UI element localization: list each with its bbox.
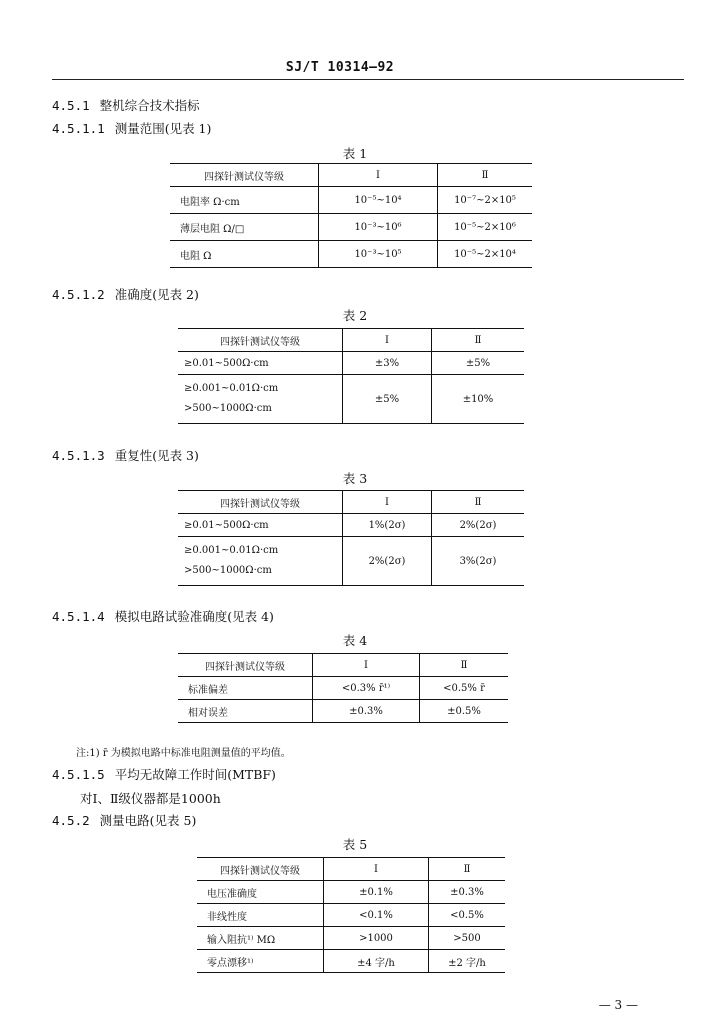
table-row xyxy=(170,187,532,214)
header-cell: Ⅱ xyxy=(432,491,525,514)
section-number: 4.5.2 xyxy=(52,813,90,828)
section-4-5-1-2 xyxy=(52,285,199,303)
table-row xyxy=(178,677,508,700)
header-cell: Ⅰ xyxy=(343,329,432,352)
table-header-row xyxy=(170,164,532,187)
cell-value: 2%(2σ) xyxy=(432,514,525,537)
table-row xyxy=(197,927,505,950)
header-cell: Ⅱ xyxy=(429,858,506,881)
cell-value: 10⁻⁵~10⁴ xyxy=(319,187,438,214)
section-4-5-1-5 xyxy=(52,765,276,783)
header-cell: 四探针测试仪等级 xyxy=(197,858,324,881)
section-number: 4.5.1.2 xyxy=(52,287,105,302)
table-header-row xyxy=(178,654,508,677)
table-1 xyxy=(170,163,532,268)
table-2-caption: 表 2 xyxy=(342,308,368,323)
row-label: 零点漂移¹⁾ xyxy=(197,950,324,973)
table-5-caption: 表 5 xyxy=(342,837,368,852)
header-cell: Ⅱ xyxy=(438,164,533,187)
section-title: 平均无故障工作时间(MTBF) xyxy=(114,767,276,782)
cell-value: <0.5% r̄ xyxy=(420,677,509,700)
cell-value: >1000 xyxy=(324,927,429,950)
row-label-text: ≥0.01~500Ω·cm xyxy=(184,357,269,369)
section-title: 模拟电路试验准确度(见表 4) xyxy=(114,609,274,624)
table-3 xyxy=(178,490,524,586)
cell-value: 2%(2σ) xyxy=(343,537,432,586)
table-2 xyxy=(178,328,524,424)
row-label: 电阻率 Ω·cm xyxy=(170,187,319,214)
table-row xyxy=(178,375,524,424)
row-label-text: ≥0.01~500Ω·cm xyxy=(184,519,269,531)
section-number: 4.5.1.4 xyxy=(52,609,105,624)
table-5 xyxy=(197,857,505,973)
table-3-caption: 表 3 xyxy=(342,471,368,486)
row-label: 非线性度 xyxy=(197,904,324,927)
row-label: 相对误差 xyxy=(178,700,313,723)
row-label: 薄层电阻 Ω/□ xyxy=(170,214,319,241)
cell-value: ±5% xyxy=(343,375,432,424)
section-4-5-1 xyxy=(52,96,200,114)
table-row xyxy=(170,214,532,241)
table-row xyxy=(197,904,505,927)
cell-value: <0.1% xyxy=(324,904,429,927)
cell-value: ±5% xyxy=(432,352,525,375)
row-label-line: ≥0.001~0.01Ω·cm xyxy=(184,383,279,394)
section-4-5-2 xyxy=(52,811,196,829)
section-title: 测量范围(见表 1) xyxy=(114,121,212,136)
header-cell: Ⅰ xyxy=(313,654,420,677)
table-header-row xyxy=(178,491,524,514)
table-row xyxy=(170,241,532,268)
header-cell: 四探针测试仪等级 xyxy=(178,654,313,677)
table-4 xyxy=(178,653,508,723)
row-label xyxy=(178,352,343,375)
section-number: 4.5.1 xyxy=(52,98,90,113)
row-label xyxy=(178,514,343,537)
standard-number: SJ/T 10314—92 xyxy=(285,60,395,75)
row-label-line: >500~1000Ω·cm xyxy=(184,565,272,576)
row-label: 标准偏差 xyxy=(178,677,313,700)
header-cell: Ⅱ xyxy=(420,654,509,677)
table-header-row xyxy=(178,329,524,352)
header-cell: Ⅰ xyxy=(324,858,429,881)
cell-value: ±0.1% xyxy=(324,881,429,904)
header-cell: 四探针测试仪等级 xyxy=(178,329,343,352)
row-label xyxy=(178,375,343,424)
cell-value: ±0.3% xyxy=(313,700,420,723)
cell-value: 10⁻³~10⁶ xyxy=(319,214,438,241)
table-row xyxy=(178,700,508,723)
cell-value: <0.3% r̄¹⁾ xyxy=(313,677,420,700)
table-row xyxy=(178,514,524,537)
header-cell: Ⅰ xyxy=(343,491,432,514)
header-cell: Ⅰ xyxy=(319,164,438,187)
cell-value: 3%(2σ) xyxy=(432,537,525,586)
section-number: 4.5.1.5 xyxy=(52,767,105,782)
section-4-5-1-1 xyxy=(52,119,211,137)
row-label xyxy=(178,537,343,586)
table-row xyxy=(178,537,524,586)
cell-value: 10⁻⁵~2×10⁴ xyxy=(438,241,533,268)
cell-value: <0.5% xyxy=(429,904,506,927)
cell-value: 1%(2σ) xyxy=(343,514,432,537)
row-label-line: >500~1000Ω·cm xyxy=(184,403,272,414)
row-label: 电阻 Ω xyxy=(170,241,319,268)
cell-value: 10⁻⁵~2×10⁶ xyxy=(438,214,533,241)
section-number: 4.5.1.3 xyxy=(52,448,105,463)
cell-value: >500 xyxy=(429,927,506,950)
cell-value: ±0.3% xyxy=(429,881,506,904)
table-4-caption: 表 4 xyxy=(342,633,368,648)
page-number: — 3 — xyxy=(598,998,638,1012)
table-row xyxy=(197,881,505,904)
section-title: 测量电路(见表 5) xyxy=(99,813,197,828)
section-4-5-1-3 xyxy=(52,446,199,464)
cell-value: 10⁻⁷~2×10⁵ xyxy=(438,187,533,214)
table-4-footnote: 注:1) r̄ 为模拟电路中标准电阻测量值的平均值。 xyxy=(76,748,291,759)
table-header-row xyxy=(197,858,505,881)
cell-value: 10⁻³~10⁵ xyxy=(319,241,438,268)
section-title: 整机综合技术指标 xyxy=(99,98,200,113)
row-label: 电压准确度 xyxy=(197,881,324,904)
section-number: 4.5.1.1 xyxy=(52,121,105,136)
table-1-caption: 表 1 xyxy=(342,146,368,161)
mtbf-text: 对Ⅰ、Ⅱ级仪器都是1000h xyxy=(80,791,221,806)
table-row xyxy=(197,950,505,973)
section-title: 准确度(见表 2) xyxy=(114,287,199,302)
header-rule xyxy=(52,79,684,80)
section-title: 重复性(见表 3) xyxy=(114,448,199,463)
table-row xyxy=(178,352,524,375)
cell-value: ±10% xyxy=(432,375,525,424)
header-cell: 四探针测试仪等级 xyxy=(178,491,343,514)
header-cell: 四探针测试仪等级 xyxy=(170,164,319,187)
row-label-line: ≥0.001~0.01Ω·cm xyxy=(184,545,279,556)
row-label: 输入阻抗¹⁾ MΩ xyxy=(197,927,324,950)
section-4-5-1-4 xyxy=(52,607,274,625)
cell-value: ±2 字/h xyxy=(429,950,506,973)
cell-value: ±0.5% xyxy=(420,700,509,723)
cell-value: ±3% xyxy=(343,352,432,375)
header-cell: Ⅱ xyxy=(432,329,525,352)
cell-value: ±4 字/h xyxy=(324,950,429,973)
